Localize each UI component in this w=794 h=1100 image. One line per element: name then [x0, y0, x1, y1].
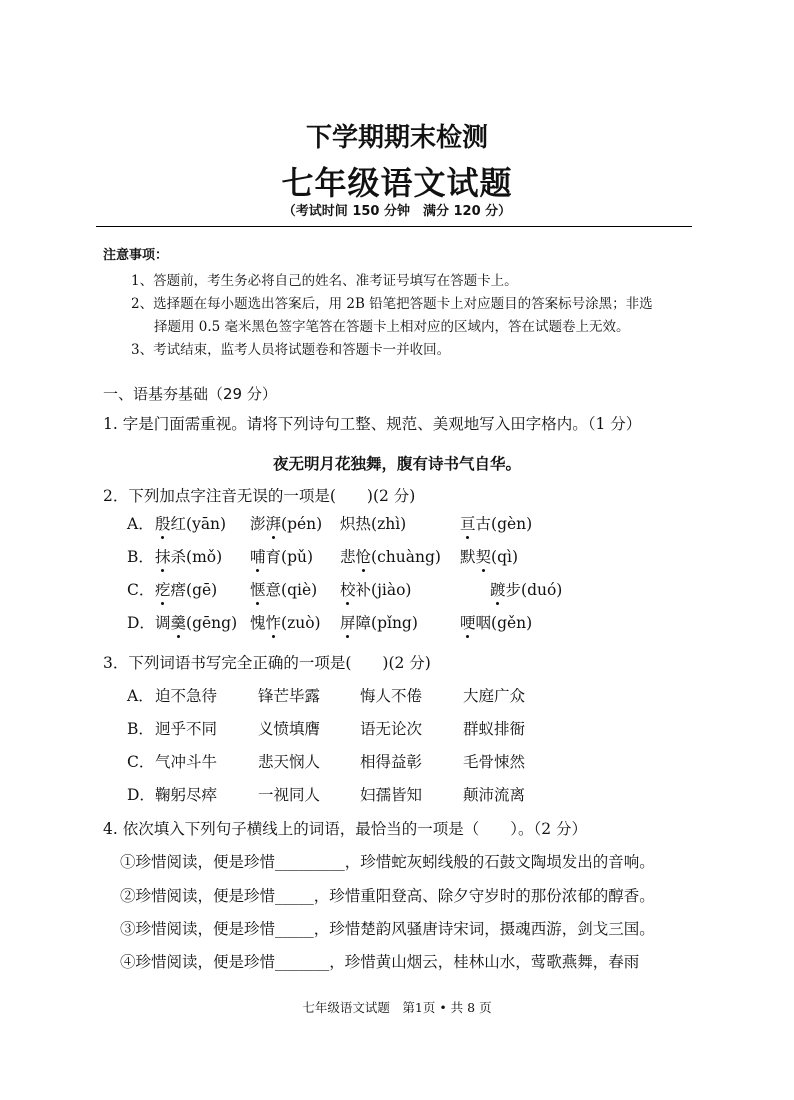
question-4-line: ①珍惜阅读，便是珍惜_________，珍惜蛇灰蚓线般的石鼓文陶埙发出的音响。 — [120, 853, 655, 871]
notice-item: 1、答题前，考生务必将自己的姓名、准考证号填写在答题卡上。 — [131, 273, 518, 289]
question-1-stem: 1. 字是门面需重视。请将下列诗句工整、规范、美观地写入田字格内。（1 分） — [103, 415, 642, 433]
emphasized-char: 契 — [476, 545, 492, 567]
notice-heading: 注意事项： — [103, 248, 169, 263]
notice-item-continued: 择题用 0.5 毫米黑色签字笔答在答题卡上相对应的区域内，答在试题卷上无效。 — [154, 319, 630, 335]
idiom-option-item: 妇孺皆知 — [360, 786, 423, 804]
idiom-option-item: 毛骨悚然 — [463, 753, 526, 771]
emphasized-char: 校 — [340, 578, 356, 600]
exam-subject-title: 七年级语文试题 — [281, 164, 513, 202]
option-label: A． — [127, 687, 154, 705]
idiom-option-item: 义愤填膺 — [258, 720, 321, 738]
pinyin-option-item: 澎湃(pén) — [250, 512, 322, 534]
pinyin-option-item: 哺育(pǔ) — [250, 545, 313, 567]
option-label: D． — [127, 614, 155, 632]
idiom-option-item: 群蚁排衙 — [463, 720, 526, 738]
emphasized-char: 殷 — [155, 512, 171, 534]
option-label: C． — [127, 581, 155, 599]
emphasized-char: 踱 — [490, 578, 506, 600]
emphasized-char: 抹 — [155, 545, 171, 567]
question-2-stem: 2．下列加点字注音无误的一项是( )(2 分) — [103, 487, 416, 505]
question-4-stem: 4. 依次填入下列句子横线上的词语，最恰当的一项是（ ）。（2 分） — [103, 820, 588, 838]
pinyin-option-item: 抹杀(mǒ) — [155, 545, 222, 567]
section-heading: 一、语基夯基础（29 分） — [103, 385, 277, 403]
question-4-line: ④珍惜阅读，便是珍惜_______，珍惜黄山烟云，桂林山水，莺歌燕舞，春雨 — [120, 953, 640, 971]
idiom-option-item: 锋芒毕露 — [258, 687, 321, 705]
option-label: C． — [127, 753, 155, 771]
idiom-option-item: 悲天悯人 — [258, 753, 321, 771]
idiom-option-item: 气冲斗牛 — [155, 753, 218, 771]
pinyin-option-item: 屏障(pǐng) — [340, 611, 418, 633]
pinyin-option-item: 惬意(qiè) — [250, 578, 317, 600]
pinyin-option-item: 殷红(yān) — [155, 512, 226, 534]
idiom-option-item: 悔人不倦 — [360, 687, 423, 705]
idiom-option-item: 颠沛流离 — [463, 786, 526, 804]
idiom-option-item: 迫不急待 — [155, 687, 218, 705]
emphasized-char: 哺 — [250, 545, 266, 567]
idiom-option-item: 鞠躬尽瘁 — [155, 786, 218, 804]
pinyin-option-item: 悲怆(chuàng) — [340, 545, 441, 567]
option-label: D． — [127, 786, 155, 804]
question-4-line: ③珍惜阅读，便是珍惜_____，珍惜楚韵风骚唐诗宋词，摄魂西游，剑戈三国。 — [120, 920, 655, 938]
exam-title: 下学期期末检测 — [305, 123, 488, 153]
emphasized-char: 哽 — [460, 611, 476, 633]
idiom-option-item: 一视同人 — [258, 786, 321, 804]
emphasized-char: 怍 — [266, 611, 282, 633]
question-3-stem: 3．下列词语书写完全正确的一项是( )(2 分) — [103, 654, 431, 672]
pinyin-option-item: 踱步(duó) — [490, 578, 562, 600]
question-4-line: ②珍惜阅读，便是珍惜_____，珍惜重阳登高、除夕守岁时的那份浓郁的醇香。 — [120, 887, 655, 905]
pinyin-option-item: 炽热(zhì) — [340, 515, 407, 533]
question-1-poem: 夜无明月花独舞，腹有诗书气自华。 — [272, 454, 521, 473]
emphasized-char: 怆 — [356, 545, 372, 567]
notice-item: 2、选择题在每小题选出答案后，用 2B 铅笔把答题卡上对应题目的答案标号涂黑；非选 — [131, 296, 653, 312]
option-label: B． — [127, 720, 154, 738]
emphasized-char: 屏 — [340, 611, 356, 633]
pinyin-option-item: 疙瘩(gē) — [155, 578, 217, 600]
pinyin-option-item: 调羹(gēng) — [155, 611, 237, 633]
emphasized-char: 羹 — [171, 611, 187, 633]
option-label: B． — [127, 548, 154, 566]
pinyin-option-item: 默契(qì) — [460, 545, 518, 567]
emphasized-char: 疙 — [155, 578, 171, 600]
option-label: A． — [127, 515, 154, 533]
idiom-option-item: 大庭广众 — [463, 687, 526, 705]
pinyin-option-item: 校补(jiào) — [340, 578, 411, 600]
pinyin-option-item: 愧怍(zuò) — [250, 611, 321, 633]
exam-duration-note: （考试时间 150 分钟 满分 120 分） — [282, 204, 512, 219]
idiom-option-item: 相得益彰 — [360, 753, 423, 771]
emphasized-char: 亘 — [460, 512, 476, 534]
pinyin-option-item: 哽咽(gěn) — [460, 611, 532, 633]
emphasized-char: 惬 — [250, 578, 266, 600]
header-divider — [96, 226, 692, 227]
idiom-option-item: 语无论次 — [360, 720, 423, 738]
page-footer: 七年级语文试题 第1页 • 共 8 页 — [302, 1000, 492, 1015]
pinyin-option-item: 亘古(gèn) — [460, 512, 532, 534]
idiom-option-item: 迥乎不同 — [155, 720, 218, 738]
notice-item: 3、考试结束，监考人员将试题卷和答题卡一并收回。 — [131, 342, 451, 358]
emphasized-char: 湃 — [266, 512, 282, 534]
